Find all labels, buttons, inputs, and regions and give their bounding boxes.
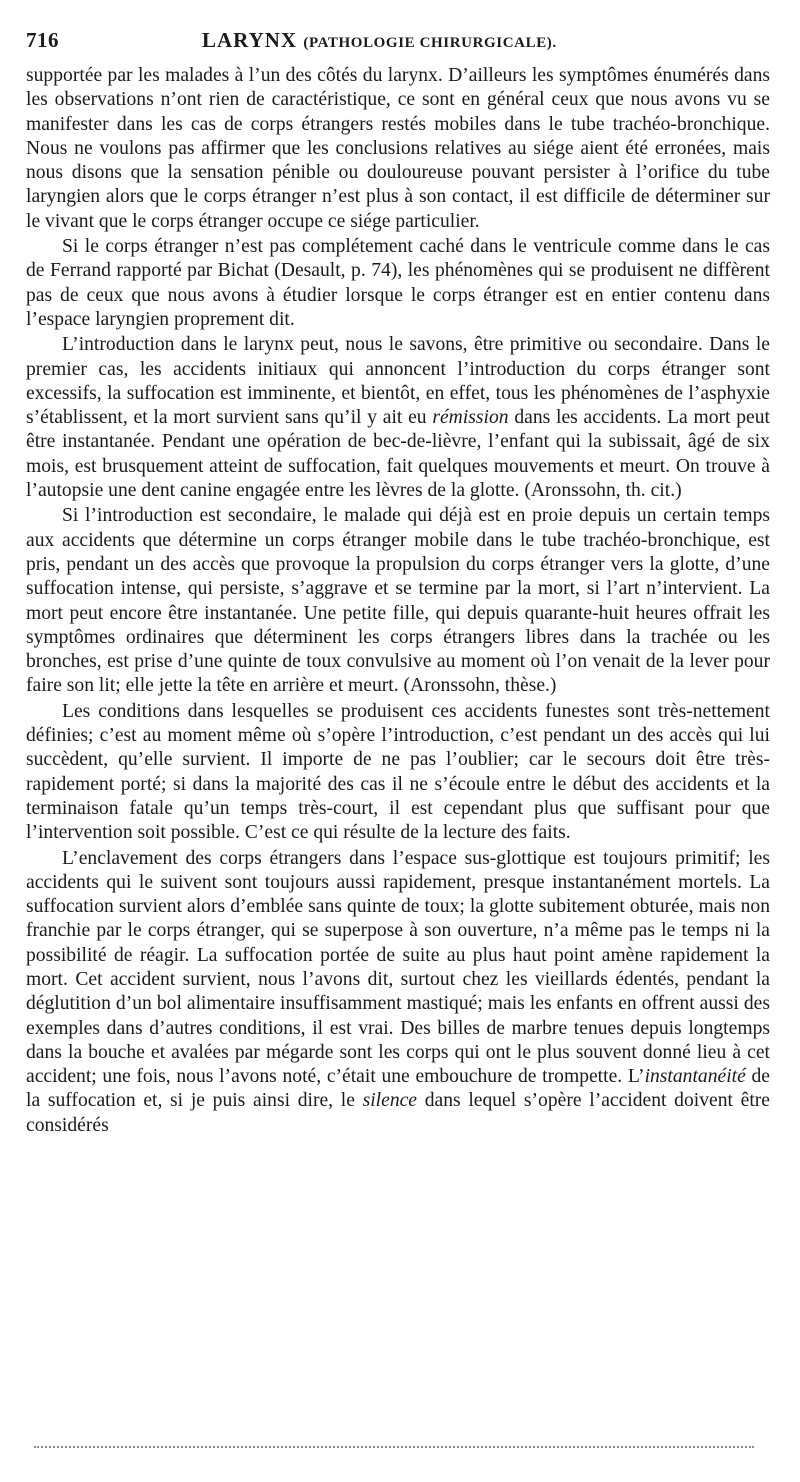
document-page xyxy=(26,20,770,1138)
paragraph-text: Les conditions dans lesquelles se produisent ces accidents funestes sont très-nettement définies; c’est au moment même où s’opère l’introduction, c’est pendant un des accès qui lui succèdent, qu’elle survient. Il importe de ne pas l’oublier; car le secours doit être très-rapidement porté; si dans la majorité des cas il ne s’écoule entre le début des accidents et la terminaison fatale qu’un temps très-court, il est cependant plus que suffisant pour que l’intervention soit possible. C’est ce qui résulte de la lecture des faits. xyxy=(26,700,770,844)
paragraph-text: dans les accidents. La mort peut être instantanée. Pendant une opération de bec-de-lièvre, l’enfant qui la subissait, âgé de six mois, est brusquement atteint de suffocation, fait quelques mouvements et meurt. On trouve à l’autopsie une dent canine engagée entre les lèvres de la glotte. (Aronssohn, th. cit.) xyxy=(26,407,770,502)
paragraph-6 xyxy=(26,847,770,1139)
italic-term: rémission xyxy=(432,407,509,429)
footer-dotted-rule xyxy=(34,1446,754,1448)
running-title-main: LARYNX xyxy=(202,28,298,52)
running-title xyxy=(202,28,557,53)
paragraph-1 xyxy=(26,64,770,234)
body-text xyxy=(26,64,770,1138)
paragraph-3 xyxy=(26,333,770,503)
italic-term: silence xyxy=(362,1090,418,1112)
paragraph-text: L’introduction dans le larynx peut, nous le savons, être primitive ou secondaire. Dans le premier cas, les accidents initiaux qui annoncent l’introduction du corps étranger sont excessifs, la suffocation est imminente, et bientôt, en effet, tous les phénomènes de l’asphyxie s’établissent, et la mort survient sans qu’il y ait eu xyxy=(26,334,770,429)
page-number: 716 xyxy=(26,28,59,52)
running-title-subtitle: (PATHOLOGIE CHIRURGICALE). xyxy=(303,35,557,51)
paragraph-5 xyxy=(26,700,770,846)
paragraph-text: de la suffocation et, si je puis ainsi dire, le xyxy=(26,1066,770,1112)
paragraph-text: dans lequel s’opère l’accident doivent être considérés xyxy=(26,1090,771,1136)
paragraph-text: Si le corps étranger n’est pas complétement caché dans le ventricule comme dans le cas de Ferrand rapporté par Bichat (Desault, p. 74), les phénomènes qui se produisent ne diffèrent pas de ceux que nous avons à étudier lorsque le corps étranger est en entier contenu dans l’espace laryngien proprement dit. xyxy=(26,236,770,330)
paragraph-2 xyxy=(26,235,770,332)
paragraph-text: supportée par les malades à l’un des côtés du larynx. D’ailleurs les symptômes énumérés dans les observations n’ont rien de caractéristique, ce sont en général ceux que nous avons vu se manifester dans les cas de corps étrangers restés mobiles dans le tube trachéo-bronchique. Nous ne voulons pas affirmer que les conclusions relatives au siége aient été erronées, mais nous disons que la sensation pénible ou douloureuse pouvant persister à l’orifice du tube laryngien alors que le corps étranger n’est plus à son contact, il est difficile de déterminer sur le vivant que le corps étranger occupe ce siége particulier. xyxy=(26,65,770,232)
italic-term: instantanéité xyxy=(644,1066,746,1088)
paragraph-text: L’enclavement des corps étrangers dans l’espace sus-glottique est toujours primitif; les accidents qui le suivent sont toujours aussi rapidement, presque instantanément mortels. La suffocation survient alors d’emblée sans quinte de toux; la glotte subitement obturée, mais non franchie par le corps étranger, qui se superpose à son ouverture, n’a même pas le temps ni la possibilité de réagir. La suffocation portée de suite au plus haut point amène rapidement la mort. Cet accident survient, nous l’avons dit, surtout chez les vieillards édentés, pendant la déglutition d’un bol alimentaire insuffisamment mastiqué; mais les enfants en offrent aussi des exemples dans d’autres conditions, il est vrai. Des billes de marbre tenues depuis longtemps dans la bouche et avalées par mégarde sont les corps qui ont le plus souvent donné lieu à cet accident; une fois, nous l’avons noté, c’était une embouchure de trompette. L’ xyxy=(26,847,770,1088)
page-header xyxy=(26,20,770,50)
paragraph-4 xyxy=(26,504,770,698)
paragraph-text: Si l’introduction est secondaire, le malade qui déjà est en proie depuis un certain temps aux accidents que détermine un corps étranger mobile dans le tube trachéo-bronchique, est pris, pendant un des accès que provoque la propulsion du corps étranger vers la glotte, d’une suffocation intense, qui persiste, s’aggrave et se termine par la mort, si l’art n’intervient. La mort peut encore être instantanée. Une petite fille, qui depuis quarante-huit heures offrait les symptômes ordinaires que déterminent les corps étrangers libres dans la trachée ou les bronches, est prise d’une quinte de toux convulsive au moment où l’on venait de la lever pour faire son lit; elle jette la tête en arrière et meurt. (Aronssohn, thèse.) xyxy=(26,505,770,697)
